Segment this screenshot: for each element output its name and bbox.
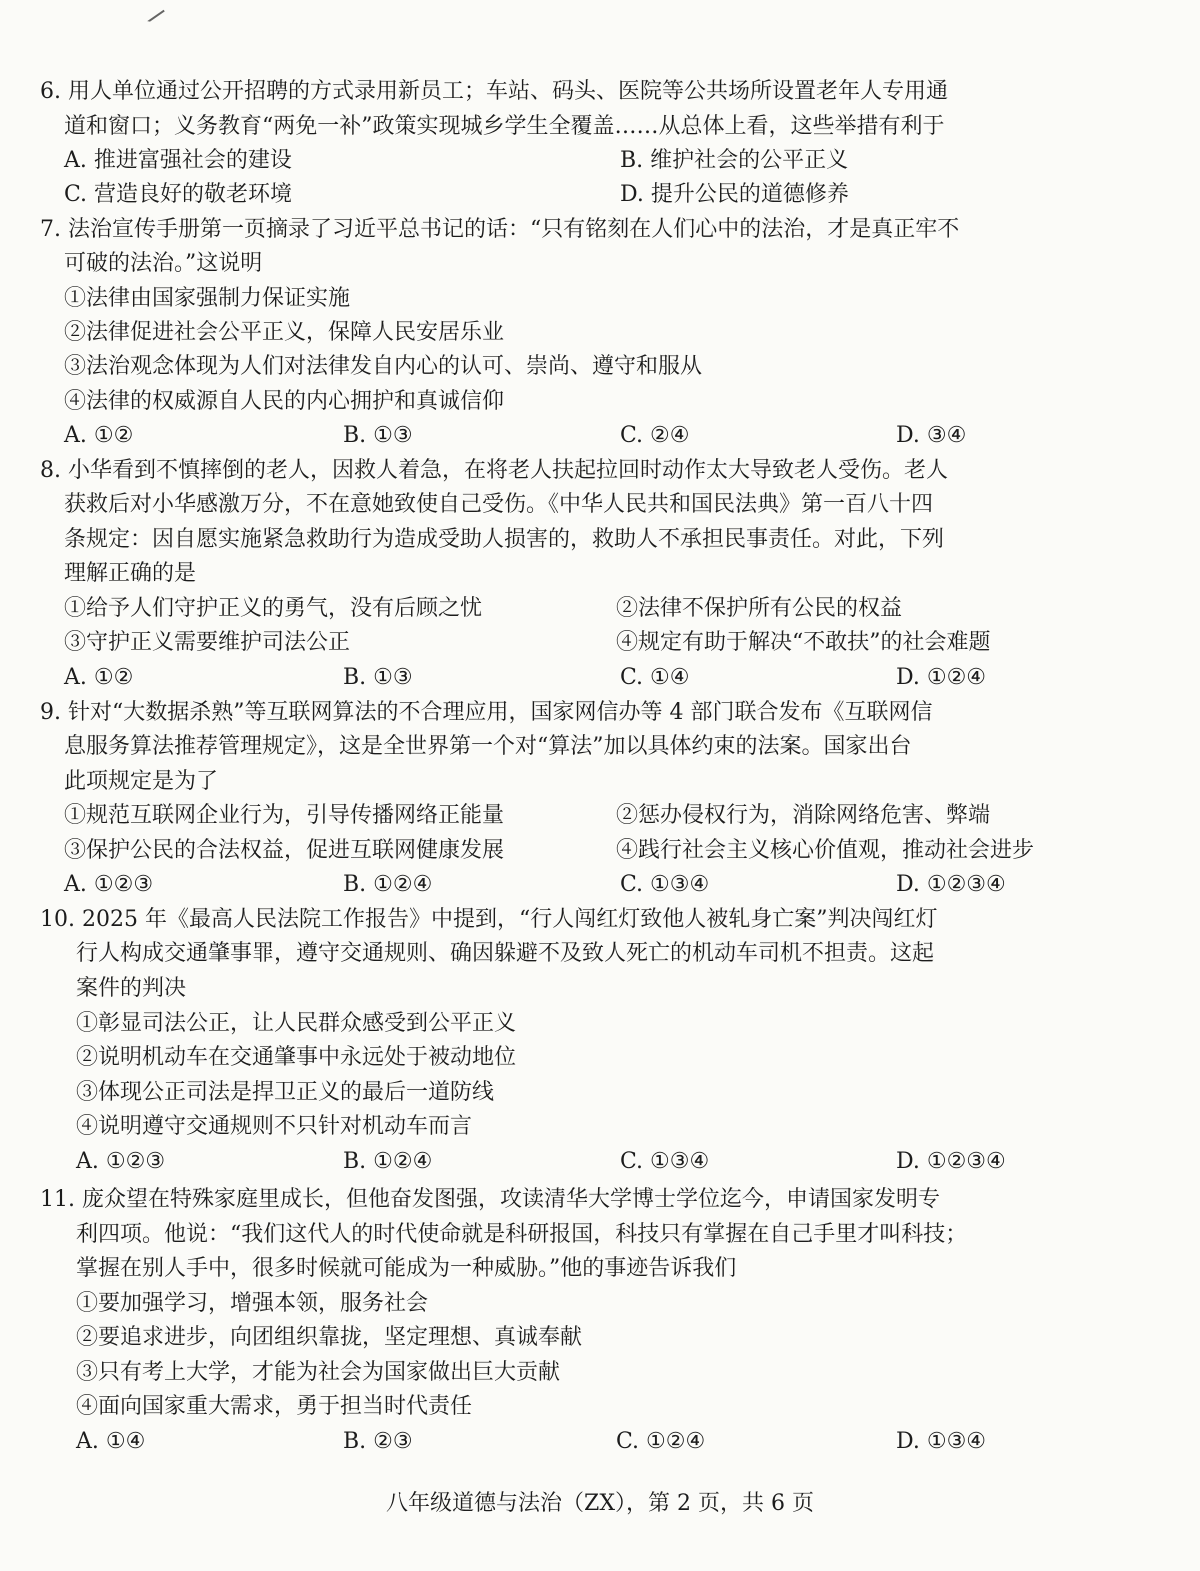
statement-2: ②法律不保护所有公民的权益 [616,596,903,621]
option-c[interactable]: C. ②④ [620,423,690,448]
statement-2: ②要追求进步，向团组织靠拢，坚定理想、真诚奉献 [76,1325,583,1350]
question-stem-line: 案件的判决 [76,976,187,1001]
statement-1: ①给予人们守护正义的勇气，没有后顾之忧 [64,596,483,621]
statement-3: ③守护正义需要维护司法公正 [64,630,351,655]
option-b[interactable]: B. ①③ [343,665,413,690]
statement-2: ②说明机动车在交通肇事中永远处于被动地位 [76,1045,517,1070]
statement-4: ④践行社会主义核心价值观，推动社会进步 [616,838,1035,863]
option-d[interactable]: D. ①②③④ [896,872,1006,897]
question-stem-line: 利四项。他说：“我们这代人的时代使命就是科研报国，科技只有掌握在自己手里才叫科技； [76,1222,968,1247]
question-stem-line: 可破的法治。”这说明 [64,251,263,276]
option-a[interactable]: A. ①④ [76,1429,146,1454]
question-stem-line: 8. 小华看到不慎摔倒的老人，因救人着急，在将老人扶起拉回时动作太大导致老人受伤。老人 [40,458,948,483]
statement-1: ①要加强学习，增强本领，服务社会 [76,1291,429,1316]
option-d[interactable]: D. ①③④ [896,1429,987,1454]
question-stem-line: 掌握在别人手中，很多时候就可能成为一种威胁。”他的事迹告诉我们 [76,1256,737,1281]
option-d[interactable]: D. ③④ [896,423,967,448]
statement-1: ①彰显司法公正，让人民群众感受到公平正义 [76,1011,517,1036]
statement-3: ③保护公民的合法权益，促进互联网健康发展 [64,838,505,863]
question-stem-line: 条规定：因自愿实施紧急救助行为造成受助人损害的，救助人不承担民事责任。对此，下列 [64,527,945,552]
question-stem-line: 6. 用人单位通过公开招聘的方式录用新员工；车站、码头、医院等公共场所设置老年人专用通 [40,79,948,104]
option-c[interactable]: C. ①②④ [616,1429,706,1454]
question-stem-line: 10. 2025 年《最高人民法院工作报告》中提到，“行人闯红灯致他人被轧身亡案”判决闯红灯 [40,907,938,932]
question-stem-line: 此项规定是为了 [64,769,219,794]
option-b[interactable]: B. ①③ [343,423,413,448]
statement-2: ②法律促进社会公平正义，保障人民安居乐业 [64,320,505,345]
option-a[interactable]: A. 推进富强社会的建设 [64,148,292,173]
option-c[interactable]: C. ①③④ [620,872,710,897]
statement-3: ③法治观念体现为人们对法律发自内心的认可、崇尚、遵守和服从 [64,354,703,379]
question-stem-line: 息服务算法推荐管理规定》，这是全世界第一个对“算法”加以具体约束的法案。国家出台 [64,734,912,759]
pen-mark [147,10,173,35]
statement-4: ④说明遵守交通规则不只针对机动车而言 [76,1114,473,1139]
question-stem-line: 行人构成交通肇事罪，遵守交通规则、确因躲避不及致人死亡的机动车司机不担责。这起 [76,941,935,966]
option-b[interactable]: B. 维护社会的公平正义 [620,148,849,173]
option-b[interactable]: B. ①②④ [343,872,433,897]
statement-3: ③只有考上大学，才能为社会为国家做出巨大贡献 [76,1360,561,1385]
question-stem-line: 获救后对小华感激万分，不在意她致使自己受伤。《中华人民共和国民法典》第一百八十四 [64,492,934,517]
option-a[interactable]: A. ①②③ [64,872,154,897]
statement-3: ③体现公正司法是捍卫正义的最后一道防线 [76,1080,495,1105]
option-d[interactable]: D. ①②④ [896,665,987,690]
option-c[interactable]: C. ①④ [620,665,690,690]
option-c[interactable]: C. 营造良好的敬老环境 [64,182,293,207]
option-d[interactable]: D. 提升公民的道德修养 [620,182,849,207]
option-a[interactable]: A. ①② [64,423,134,448]
page-footer: 八年级道德与法治（ZX），第 2 页，共 6 页 [386,1491,814,1516]
statement-1: ①法律由国家强制力保证实施 [64,286,351,311]
option-a[interactable]: A. ①②③ [76,1149,166,1174]
option-b[interactable]: B. ②③ [343,1429,413,1454]
question-stem-line: 7. 法治宣传手册第一页摘录了习近平总书记的话：“只有铭刻在人们心中的法治，才是真正牢不 [40,217,960,242]
statement-4: ④面向国家重大需求，勇于担当时代责任 [76,1394,473,1419]
option-c[interactable]: C. ①③④ [620,1149,710,1174]
statement-1: ①规范互联网企业行为，引导传播网络正能量 [64,803,505,828]
option-d[interactable]: D. ①②③④ [896,1149,1006,1174]
statement-2: ②惩办侵权行为，消除网络危害、弊端 [616,803,991,828]
question-stem-line: 理解正确的是 [64,561,197,586]
question-stem-line: 11. 庞众望在特殊家庭里成长，但他奋发图强，攻读清华大学博士学位迄今，申请国家发明专 [40,1187,940,1212]
statement-4: ④规定有助于解决“不敢扶”的社会难题 [616,630,991,655]
question-stem-line: 道和窗口；义务教育“两免一补”政策实现城乡学生全覆盖……从总体上看，这些举措有利于 [64,114,945,139]
statement-4: ④法律的权威源自人民的内心拥护和真诚信仰 [64,389,505,414]
option-b[interactable]: B. ①②④ [343,1149,433,1174]
question-stem-line: 9. 针对“大数据杀熟”等互联网算法的不合理应用，国家网信办等 4 部门联合发布《互联网信 [40,700,933,725]
option-a[interactable]: A. ①② [64,665,134,690]
